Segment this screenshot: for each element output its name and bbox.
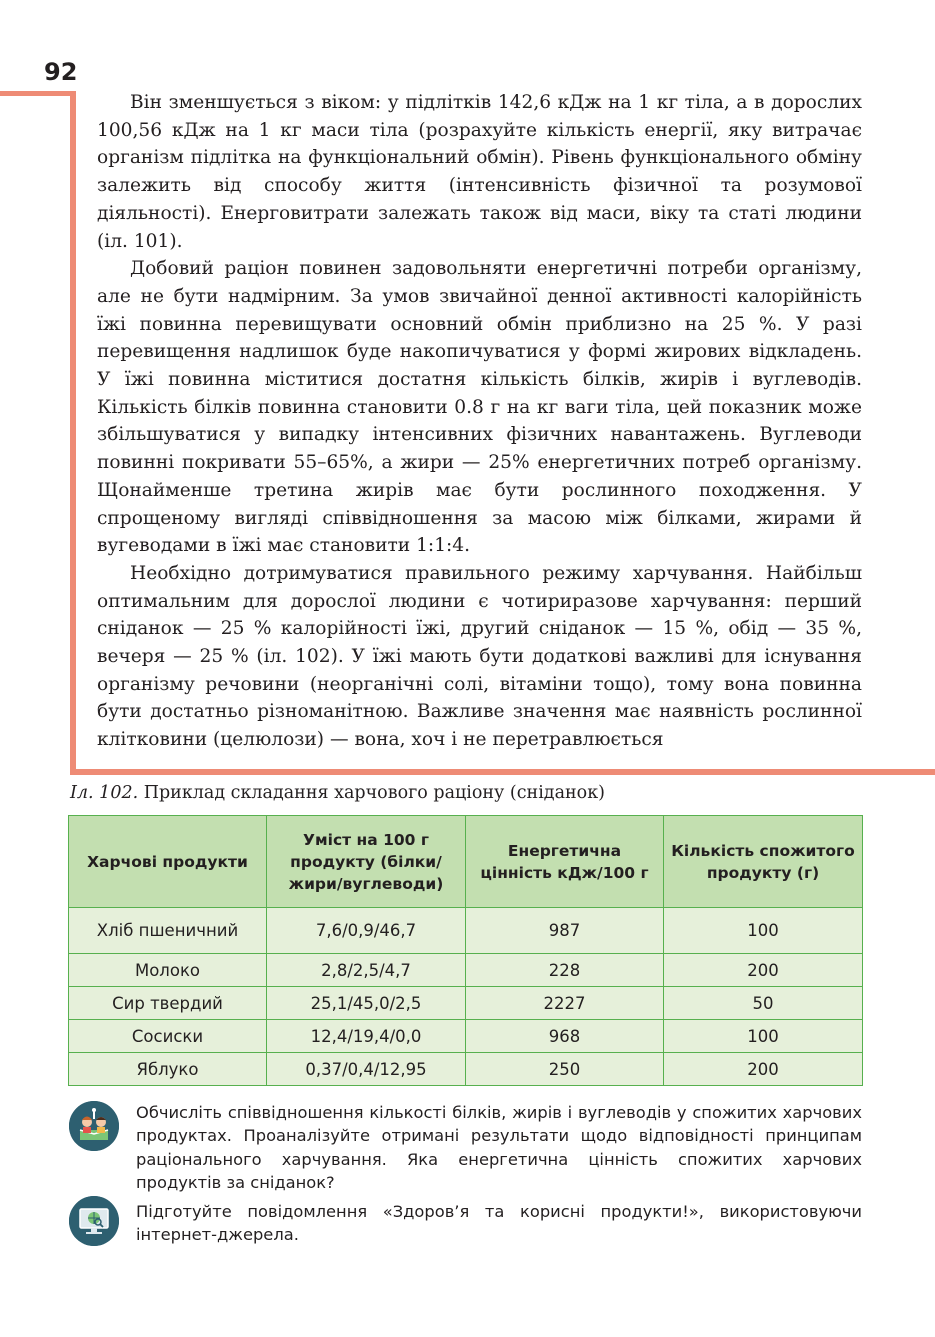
food-ration-table [68, 815, 863, 1086]
table-cell: 200 [664, 1053, 863, 1086]
column-header: Харчові продукти [69, 816, 267, 908]
column-header: Уміст на 100 г продукту (білки/жири/вуглеводи) [267, 816, 466, 908]
frame-bottom-border [70, 769, 935, 775]
table-cell: 968 [466, 1020, 664, 1053]
table-row [69, 1053, 863, 1086]
table-cell: Яблуко [69, 1053, 267, 1086]
column-header: Енергетична цінність кДж/100 г [466, 816, 664, 908]
table-cell: 0,37/0,4/12,95 [267, 1053, 466, 1086]
table-cell: 50 [664, 987, 863, 1020]
table-cell: 2227 [466, 987, 664, 1020]
table-row [69, 1020, 863, 1053]
table-header-row [69, 816, 863, 908]
table-cell: 228 [466, 954, 664, 987]
table-row [69, 954, 863, 987]
table-cell: 250 [466, 1053, 664, 1086]
paragraph: Необхідно дотримуватися правильного режиму харчування. Найбільш оптимальним для дорослої людини є чотириразове харчування: перший сніданок — 25 % калорійності їжі, другий сніданок — 15 %, обід — 35 %, вечеря — 25 % (іл. 102). У їжі мають бути додаткові важливі для існування організму речовини (неорганічні солі, вітаміни тощо), тому вона повинна бути достатньо різноманітною. Важливе значення має наявність рослинної клітковини (целюлози) — вона, хоч і не перетравлюється [97, 562, 862, 751]
table-cell: 7,6/0,9/46,7 [267, 908, 466, 954]
paragraph: Він зменшується з віком: у підлітків 142,6 кДж на 1 кг тіла, а в дорослих 100,56 кДж на 1 кг маси тіла (розрахуйте кількість енергії, яку витрачає організм підлітка на функціональний обмін). Рівень функціонального обміну залежить від способу життя (інтенсивність фізичної та розумової діяльності). Енерговитрати залежать також від маси, віку та статі людини (іл. 101). [97, 92, 862, 252]
table-cell: 2,8/2,5/4,7 [267, 954, 466, 987]
frame-top-border [0, 91, 76, 96]
table-cell: 25,1/45,0/2,5 [267, 987, 466, 1020]
table-cell: 100 [664, 908, 863, 954]
table-cell: Сир твердий [69, 987, 267, 1020]
students-study-icon [69, 1101, 119, 1151]
figure-caption [70, 781, 862, 805]
frame-left-border [70, 91, 76, 775]
task-calculate: Обчисліть співвідношення кількості білків, жирів і вуглеводів у спожитих харчових продуктах. Проаналізуйте отримані результати щодо відповідності принципам раціонального харчування. Яка енергетична цінність спожитих харчових продуктів за сніданок? [136, 1103, 862, 1192]
table-row [69, 908, 863, 954]
computer-internet-icon [69, 1196, 119, 1246]
task-report: Підготуйте повідомлення «Здоров’я та корисні продукти!», використовуючи інтернет-джерела. [136, 1202, 862, 1245]
table-cell: 100 [664, 1020, 863, 1053]
paragraph: Добовий раціон повинен задовольняти енергетичні потреби організму, але не бути надмірним. За умов звичайної денної активності калорійність їжі повинна перевищувати основний обмін приблизно на 25 %. У разі перевищення надлишок буде накопичуватися у формі жирових відкладень. У їжі повинна міститися достатня кількість білків, жирів і вуглеводів. Кількість білків повинна становити 0.8 г на кг ваги тіла, цей показник може збільшуватися у випадку інтенсивних фізичних навантажень. Вуглеводи повинні покривати 55–65%, а жири — 25% енергетичних потреб організму. Щонайменше третина жирів має бути рослинного походження. У спрощеному вигляді співвідношення за масою між білками, жирами й вугеводами в їжі має становити 1:1:4. [97, 258, 862, 557]
column-header: Кількість спожитого продукту (г) [664, 816, 863, 908]
table-cell: 12,4/19,4/0,0 [267, 1020, 466, 1053]
table-cell: Хліб пшеничний [69, 908, 267, 954]
table-cell: 200 [664, 954, 863, 987]
table-cell: 987 [466, 908, 664, 954]
caption-text: Приклад складання харчового раціону (сніданок) [138, 783, 605, 803]
body-text [97, 89, 862, 754]
caption-number: Іл. 102. [70, 783, 139, 803]
table-cell: Молоко [69, 954, 267, 987]
table-row [69, 987, 863, 1020]
page-number: 92 [44, 58, 78, 86]
table-cell: Сосиски [69, 1020, 267, 1053]
